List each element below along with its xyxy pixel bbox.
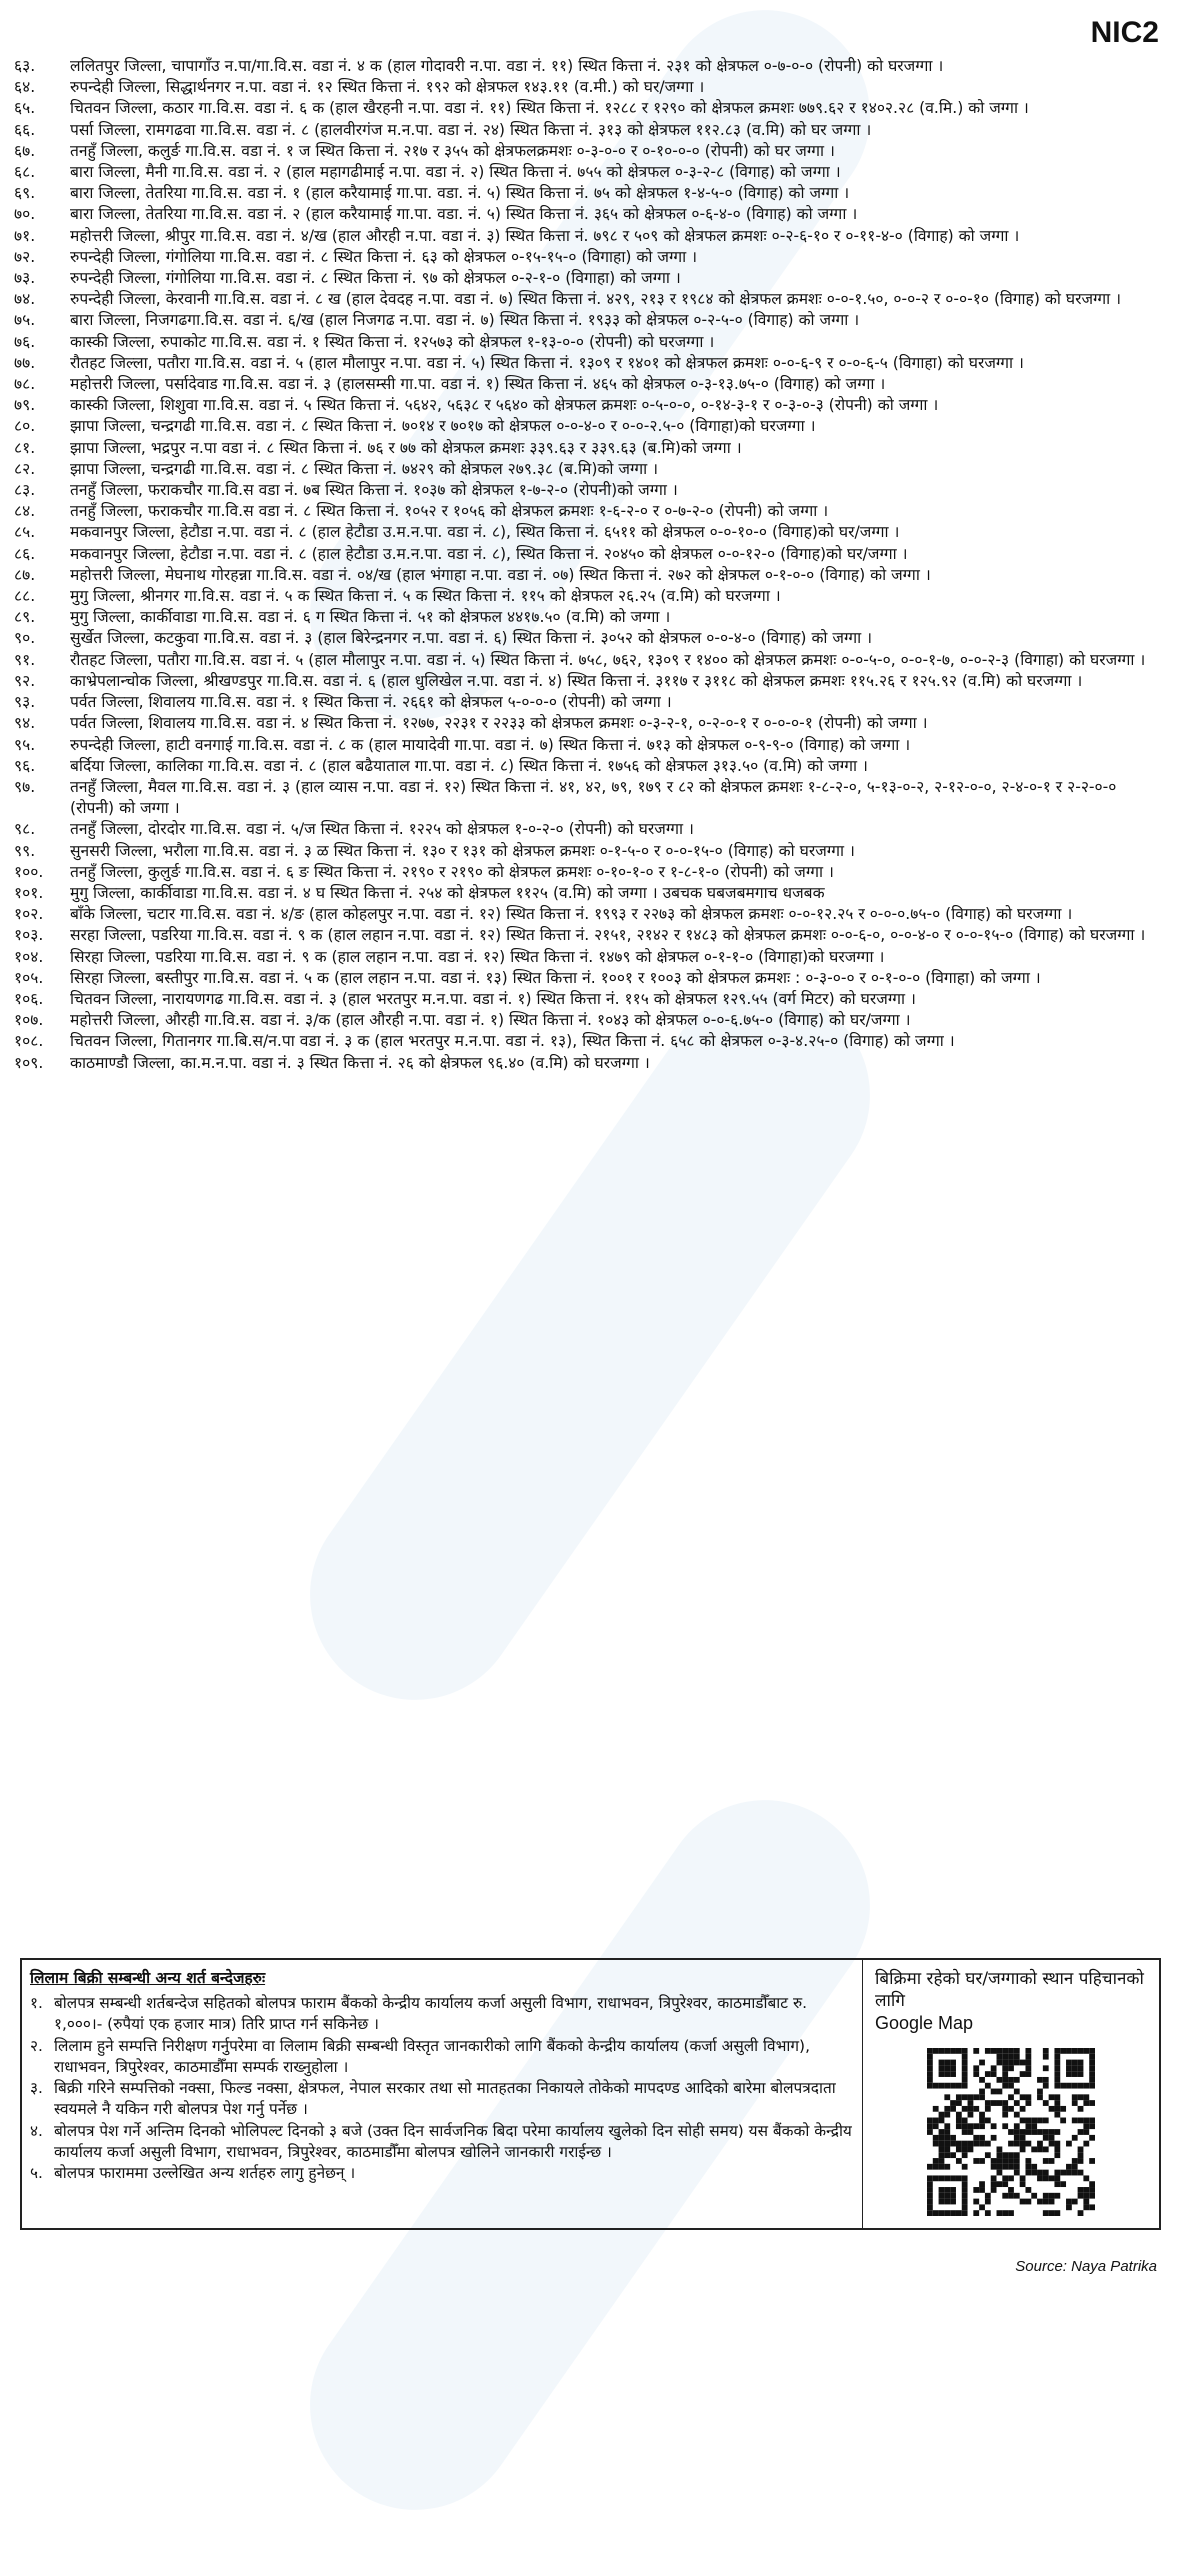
term-item (30, 2036, 854, 2079)
terms-section (22, 1960, 863, 2228)
listing-text: तनहुँ जिल्ला, कुलुर्ङ गा.वि.स. वडा नं. ६ ङ स्थित कित्ता नं. २१९० र २१९० को क्षेत्रफल क्रमशः ०-१०-१-० र १-८-१-० (रोपनी) को जग्गा । (70, 862, 834, 881)
listing-item (14, 841, 1164, 862)
listing-item (14, 247, 1164, 268)
listing-text: मुगु जिल्ला, कार्कीवाडा गा.वि.स. वडा नं. ६ ग स्थित कित्ता नं. ५१ को क्षेत्रफल ४४१७.५० (व.मि) को जग्गा । (70, 608, 671, 627)
listing-text: बारा जिल्ला, मैनी गा.वि.स. वडा नं. २ (हाल महागढीमाई न.पा. वडा नं. २) स्थित कित्ता नं. ७५५ को क्षेत्रफल ०-३-२-८ (विगाह) को जग्गा । (70, 163, 841, 182)
listing-number: ८५. (14, 523, 36, 542)
qr-code-icon[interactable] (927, 2048, 1095, 2216)
listing-text: बारा जिल्ला, तेतरिया गा.वि.स. वडा नं. १ (हाल करैयामाई गा.पा. वडा. नं. ५) स्थित कित्ता नं. ७५ को क्षेत्रफल १-४-५-० (विगाह) को जग्गा । (70, 184, 850, 203)
listing-number: ७७. (14, 353, 36, 372)
listing-number: ९०. (14, 629, 36, 648)
listing-text: रौतहट जिल्ला, पतौरा गा.वि.स. वडा नं. ५ (हाल मौलापुर न.पा. वडा नं. ५) स्थित कित्ता नं. १३०९ र १४०१ को क्षेत्रफल क्रमशः ०-०-६-९ र ०-०-६-५ (विगाहा) को घरजग्गा । (70, 353, 1024, 372)
map-caption-google: Google Map (875, 2013, 974, 2033)
listing-text: मकवानपुर जिल्ला, हेटौडा न.पा. वडा नं. ८ (हाल हेटौडा उ.म.न.पा. वडा नं. ८), स्थित कित्ता नं. २०४५० को क्षेत्रफल ०-०-१२-० (विगाह)को घर/जग्गा । (70, 544, 908, 563)
listing-number: १०९. (14, 1053, 44, 1072)
listing-number: ९३. (14, 693, 36, 712)
listing-item (14, 735, 1164, 756)
listing-item (14, 1053, 1164, 1074)
listing-item (14, 226, 1164, 247)
listing-item (14, 501, 1164, 522)
listing-number: ६४. (14, 78, 36, 97)
listing-item (14, 628, 1164, 649)
listing-item (14, 544, 1164, 565)
listing-item (14, 374, 1164, 395)
listing-number: ८८. (14, 587, 36, 606)
listing-item (14, 968, 1164, 989)
listing-item (14, 925, 1164, 946)
listing-item (14, 586, 1164, 607)
listing-text: पर्वत जिल्ला, शिवालय गा.वि.स. वडा नं. १ स्थित कित्ता नं. २६६१ को क्षेत्रफल ५-०-०-० (रोपनी) को जग्गा । (70, 693, 672, 712)
listing-text: महोत्तरी जिल्ला, श्रीपुर गा.वि.स. वडा नं. ४/ख (हाल औरही न.पा. वडा नं. ३) स्थित कित्ता नं. ७९८ र ५०९ को क्षेत्रफल क्रमशः ०-२-६-१० र ०-११-४-० (विगाह) को जग्गा । (70, 226, 1020, 245)
listing-number: ६३. (14, 57, 36, 75)
listing-text: बर्दिया जिल्ला, कालिका गा.वि.स. वडा नं. ८ (हाल बढैयाताल गा.पा. वडा नं. ८) स्थित कित्ता नं. १७५६ को क्षेत्रफल ३१३.५० (व.मि) को जग्गा । (70, 756, 868, 775)
listing-item (14, 777, 1164, 819)
listing-text: चितवन जिल्ला, कठार गा.वि.स. वडा नं. ६ क (हाल खैरहनी न.पा. वडा नं. ११) स्थित कित्ता नं. १२८८ र १२९० को क्षेत्रफल क्रमशः ७७९.६२ र १४०२.२८ (व.मि.) को जग्गा । (70, 99, 1029, 118)
listing-item (14, 204, 1164, 225)
listing-number: ८४. (14, 502, 36, 521)
term-item (30, 2078, 854, 2121)
listing-item (14, 289, 1164, 310)
listing-number: १०४. (14, 947, 44, 966)
listing-number: ८१. (14, 438, 36, 457)
listing-item (14, 353, 1164, 374)
listing-text: मकवानपुर जिल्ला, हेटौडा न.पा. वडा नं. ८ (हाल हेटौडा उ.म.न.पा. वडा नं. ८), स्थित कित्ता नं. ६५११ को क्षेत्रफल ०-०-१०-० (विगाह)को घर/जग्गा । (70, 523, 900, 542)
listing-number: ९८. (14, 820, 36, 839)
listing-number: ९१. (14, 650, 36, 669)
listing-number: ८९. (14, 608, 36, 627)
listing-number: १००. (14, 862, 44, 881)
listing-number: ८७. (14, 565, 36, 584)
listing-item (14, 713, 1164, 734)
listing-text: महोत्तरी जिल्ला, मेघनाथ गोरहन्ना गा.वि.स. वडा नं. ०४/ख (हाल भंगाहा न.पा. वडा नं. ०७) स्थित कित्ता नं. २७२ को क्षेत्रफल ०-१-०-० (विगाह) को जग्गा । (70, 565, 931, 584)
term-number: ३. (30, 2079, 43, 2098)
property-list (14, 56, 1164, 1074)
listing-number: ७३. (14, 269, 36, 288)
listing-number: ६८. (14, 163, 36, 182)
listing-text: रुपन्देही जिल्ला, गंगोलिया गा.वि.स. वडा नं. ८ स्थित कित्ता नं. ६३ को क्षेत्रफल ०-१५-१५-० (विगाहा) को जग्गा । (70, 247, 698, 266)
listing-number: ७४. (14, 290, 36, 309)
listing-text: बारा जिल्ला, निजगढगा.वि.स. वडा नं. ६/ख (हाल निजगढ न.पा. वडा नं. ७) स्थित कित्ता नं. १९३३ को क्षेत्रफल ०-२-५-० (विगाह) को जग्गा । (70, 311, 860, 330)
listing-number: ८२. (14, 459, 36, 478)
listing-number: १०५. (14, 968, 44, 987)
listing-item (14, 438, 1164, 459)
listing-text: झापा जिल्ला, चन्द्रगढी गा.वि.स. वडा नं. ८ स्थित कित्ता नं. ७०१४ र ७०१७ को क्षेत्रफल ०-०-४-० र ०-०-२.५-० (विगाहा)को घरजग्गा । (70, 417, 816, 436)
term-text: बोलपत्र फाराममा उल्लेखित अन्य शर्तहरु लागु हुनेछन् । (54, 2164, 356, 2183)
page-code: NIC2 (1090, 16, 1159, 49)
listing-item (14, 98, 1164, 119)
listing-number: ६७. (14, 141, 36, 160)
listing-text: मुगु जिल्ला, श्रीनगर गा.वि.स. वडा नं. ५ क स्थित कित्ता नं. ५ क स्थित कित्ता नं. ११५ को क्षेत्रफल २६.२५ (व.मि) को घरजग्गा । (70, 587, 781, 606)
listing-item (14, 862, 1164, 883)
terms-list (30, 1993, 854, 2185)
listing-text: रौतहट जिल्ला, पतौरा गा.वि.स. वडा नं. ५ (हाल मौलापुर न.पा. वडा नं. ५) स्थित कित्ता नं. ७५८, ७६२, १३०९ र १४०० को क्षेत्रफल क्रमशः ०-०-५-०, ०-०-१-७, ०-०-२-३ (विगाहा) को घरजग्गा । (70, 650, 1146, 669)
listing-number: ८३. (14, 481, 36, 500)
listing-text: चितवन जिल्ला, गितानगर गा.बि.स/न.पा वडा नं. ३ क (हाल भरतपुर म.न.पा. वडा नं. १३), स्थित कित्ता नं. ६५८ को क्षेत्रफल ०-३-४.२५-० (विगाह) को जग्गा । (70, 1032, 955, 1051)
listing-text: तनहुँ जिल्ला, फराकचौर गा.वि.स वडा नं. ८ स्थित कित्ता नं. १०५२ र १०५६ को क्षेत्रफल क्रमशः १-६-२-० र ०-७-२-० (रोपनी) को जग्गा । (70, 502, 829, 521)
listing-item (14, 819, 1164, 840)
term-text: बोलपत्र पेश गर्ने अन्तिम दिनको भोलिपल्ट दिनको ३ बजे (उक्त दिन सार्वजनिक बिदा परेमा कार्यालय खुलेको दिन सोही समय) यस बैंकको केन्द्रीय कार्यालय कर्जा असुली विभाग, राधाभवन, त्रिपुरेश्वर, काठमाडौँमा बोलपत्र खोलिने जानकारी गराईन्छ । (54, 2121, 852, 2162)
listing-text: चितवन जिल्ला, नारायणगढ गा.वि.स. वडा नं. ३ (हाल भरतपुर म.न.पा. वडा नं. १) स्थित कित्ता नं. ११५ को क्षेत्रफल १२९.५५ (वर्ग मिटर) को घरजग्गा । (70, 989, 916, 1008)
listing-number: ७०. (14, 205, 36, 224)
listing-text: रुपन्देही जिल्ला, हाटी वनगाई गा.वि.स. वडा नं. ८ क (हाल मायादेवी गा.पा. वडा नं. ७) स्थित कित्ता नं. ७१३ को क्षेत्रफल ०-९-९-० (विगाह) को जग्गा । (70, 735, 911, 754)
listing-text: सिरहा जिल्ला, पडरिया गा.वि.स. वडा नं. ९ क (हाल लहान न.पा. वडा नं. १२) स्थित कित्ता नं. १४७९ को क्षेत्रफल ०-१-१-० (विगाहा)को घरजग्गा । (70, 947, 885, 966)
listing-text: मुगु जिल्ला, कार्कीवाडा गा.वि.स. वडा नं. ४ घ स्थित कित्ता नं. २५४ को क्षेत्रफल ११२५ (व.मि) को जग्गा । उबचक घबजबमगाच धजबक (70, 883, 825, 902)
terms-box (20, 1958, 1161, 2230)
listing-item (14, 395, 1164, 416)
term-item (30, 1993, 854, 2036)
listing-number: ७६. (14, 332, 36, 351)
listing-item (14, 310, 1164, 331)
listing-text: काभ्रेपलान्चोक जिल्ला, श्रीखण्डपुर गा.वि.स. वडा नं. ६ (हाल धुलिखेल न.पा. वडा नं. ४) स्थित कित्ता नं. ३११७ र ३११८ को क्षेत्रफल क्रमशः ११५.२६ र १२५.९२ (व.मि) को घरजग्गा । (70, 671, 1083, 690)
map-caption: बिक्रिमा रहेको घर/जग्गाको स्थान पहिचानको लागि (875, 1969, 1144, 2011)
listing-text: तनहुँ जिल्ला, फराकचौर गा.वि.स वडा नं. ७ब स्थित कित्ता नं. १०३७ को क्षेत्रफल १-७-२-० (रोपनी)को जग्गा । (70, 481, 678, 500)
listing-number: ९२. (14, 671, 36, 690)
listing-text: झापा जिल्ला, चन्द्रगढी गा.वि.स. वडा नं. ८ स्थित कित्ता नं. ७४२९ को क्षेत्रफल २७९.३८ (ब.मि)को जग्गा । (70, 459, 659, 478)
listing-text: महोत्तरी जिल्ला, पर्सादेवाड गा.वि.स. वडा नं. ३ (हालसम्सी गा.पा. वडा नं. १) स्थित कित्ता नं. ४६५ को क्षेत्रफल ०-३-१३.७५-० (विगाह) को जग्गा । (70, 375, 886, 394)
listing-number: १०६. (14, 989, 44, 1008)
listing-item (14, 565, 1164, 586)
listing-item (14, 416, 1164, 437)
map-section (863, 1960, 1159, 2228)
listing-number: ७१. (14, 226, 36, 245)
term-number: १. (30, 1994, 43, 2012)
listing-number: ७५. (14, 311, 36, 330)
listing-item (14, 650, 1164, 671)
listing-number: ७८. (14, 375, 36, 394)
listing-item (14, 77, 1164, 98)
listing-text: सुनसरी जिल्ला, भरौला गा.वि.स. वडा नं. ३ ळ स्थित कित्ता नं. १३० र १३१ को क्षेत्रफल क्रमशः ०-१-५-० र ०-०-१५-० (विगाह) को घरजग्गा । (70, 841, 855, 860)
listing-item (14, 947, 1164, 968)
listing-number: ८०. (14, 417, 36, 436)
listing-item (14, 692, 1164, 713)
listing-number: ७२. (14, 247, 36, 266)
listing-item (14, 183, 1164, 204)
listing-text: महोत्तरी जिल्ला, औरही गा.वि.स. वडा नं. ३/क (हाल औरही न.पा. वडा नं. १) स्थित कित्ता नं. १०४३ को क्षेत्रफल ०-०-६.७५-० (विगाह) को घर/जग्गा । (70, 1011, 911, 1030)
listing-item (14, 162, 1164, 183)
listing-text: काठमाण्डौ जिल्ला, का.म.न.पा. वडा नं. ३ स्थित कित्ता नं. २६ को क्षेत्रफल ९६.४० (व.मि) को घरजग्गा । (70, 1053, 650, 1072)
term-number: ५. (30, 2164, 43, 2183)
listing-text: कास्की जिल्ला, रुपाकोट गा.वि.स. वडा नं. १ स्थित कित्ता नं. १२५७३ को क्षेत्रफल १-१३-०-० (रोपनी) को घरजग्गा । (70, 332, 715, 351)
listing-item (14, 56, 1164, 77)
listing-text: तनहुँ जिल्ला, कलुर्ङ गा.वि.स. वडा नं. १ ज स्थित कित्ता नं. २१७ र ३५५ को क्षेत्रफलक्रमशः ०-३-०-० र ०-१०-०-० (रोपनी) को घर जग्गा । (70, 141, 835, 160)
listing-text: सुर्खेत जिल्ला, कटकुवा गा.वि.स. वडा नं. ३ (हाल बिरेन्द्रनगर न.पा. वडा नं. ६) स्थित कित्ता नं. ३०५२ को क्षेत्रफल ०-०-४-० (विगाह) को जग्गा । (70, 629, 873, 648)
term-item (30, 2121, 854, 2164)
listing-text: बाँके जिल्ला, चटार गा.वि.स. वडा नं. ४/ङ (हाल कोहलपुर न.पा. वडा नं. १२) स्थित कित्ता नं. १९९३ र २२७३ को क्षेत्रफल क्रमशः ०-०-१२.२५ र ०-०-०.७५-० (विगाह) को घरजग्गा । (70, 905, 1073, 924)
listing-text: बारा जिल्ला, तेतरिया गा.वि.स. वडा नं. २ (हाल करैयामाई गा.पा. वडा. नं. ५) स्थित कित्ता नं. ३६५ को क्षेत्रफल ०-६-४-० (विगाह) को जग्गा । (70, 205, 858, 224)
listing-item (14, 671, 1164, 692)
listing-number: ९७. (14, 777, 36, 796)
listing-number: ८६. (14, 544, 36, 563)
listing-number: ९४. (14, 714, 36, 733)
listing-number: १०८. (14, 1032, 44, 1051)
listing-text: पर्सा जिल्ला, रामगढवा गा.वि.स. वडा नं. ८ (हालवीरगंज म.न.पा. वडा नं. २४) स्थित कित्ता नं. ३१३ को क्षेत्रफल ११२.८३ (व.मि) को घर जग्गा । (70, 120, 872, 139)
listing-item (14, 607, 1164, 628)
listing-number: ९५. (14, 735, 36, 754)
listing-text: रुपन्देही जिल्ला, सिद्धार्थनगर न.पा. वडा नं. १२ स्थित कित्ता नं. १९२ को क्षेत्रफल १४३.११ (व.मी.) को घर/जग्गा । (70, 78, 705, 97)
term-text: बिक्री गरिने सम्पत्तिको नक्सा, फिल्ड नक्सा, क्षेत्रफल, नेपाल सरकार तथा सो मातहतका निकायले तोकेको मापदण्ड आदिको बारेमा बोलपत्रदाता स्वयमले नै यकिन गरी बोलपत्र पेश गर्नु पर्नेछ । (54, 2079, 836, 2119)
listing-text: कास्की जिल्ला, शिशुवा गा.वि.स. वडा नं. ५ स्थित कित्ता नं. ५६४२, ५६३८ र ५६४० को क्षेत्रफल क्रमशः ०-५-०-०, ०-१४-३-१ र ०-३-०-३ (रोपनी) को जग्गा । (70, 396, 939, 415)
listing-number: १०२. (14, 905, 44, 924)
listing-text: तनहुँ जिल्ला, मैवल गा.वि.स. वडा नं. ३ (हाल व्यास न.पा. वडा नं. १२) स्थित कित्ता नं. ४१, ४२, ७९, १७९ र ८२ को क्षेत्रफल क्रमशः १-८-२-०, ५-१३-०-२, २-१२-०-०, २-४-०-१ र २-२-०-० (रोपनी) को जग्गा । (70, 777, 1117, 818)
listing-text: पर्वत जिल्ला, शिवालय गा.वि.स. वडा नं. ४ स्थित कित्ता नं. १२७७, २२३१ र २२३३ को क्षेत्रफल क्रमशः ०-३-२-१, ०-२-०-१ र ०-०-०-१ (रोपनी) को जग्गा । (70, 714, 928, 733)
listing-text: ललितपुर जिल्ला, चापागाँउ न.पा/गा.वि.स. वडा नं. ४ क (हाल गोदावरी न.पा. वडा नं. ११) स्थित कित्ता नं. २३१ को क्षेत्रफल ०-७-०-० (रोपनी) को घरजग्गा । (70, 57, 944, 75)
listing-text: झापा जिल्ला, भद्रपुर न.पा वडा नं. ८ स्थित कित्ता नं. ७६ र ७७ को क्षेत्रफल क्रमशः ३३९.६३ र ३३९.६३ (ब.मि)को जग्गा । (70, 438, 742, 457)
term-item (30, 2163, 854, 2184)
listing-item (14, 459, 1164, 480)
listing-number: १०३. (14, 926, 44, 945)
listing-item (14, 141, 1164, 162)
term-text: लिलाम हुने सम्पत्ति निरीक्षण गर्नुपरेमा वा लिलाम बिक्री सम्बन्धी विस्तृत जानकारीको लागि बैंकको केन्द्रीय कार्यालय (कर्जा असुली विभाग), राधाभवन, त्रिपुरेश्वर, काठमाडौँमा सम्पर्क राख्नुहोला । (54, 2036, 810, 2076)
listing-number: ६९. (14, 184, 36, 203)
listing-text: सरहा जिल्ला, पडरिया गा.वि.स. वडा नं. ९ क (हाल लहान न.पा. वडा नं. १२) स्थित कित्ता नं. २१५१, २१४२ र १४८३ को क्षेत्रफल क्रमशः ०-०-६-०, ०-०-४-० र ०-०-१५-० (विगाह) को घरजग्गा । (70, 926, 1146, 945)
listing-item (14, 268, 1164, 289)
listing-number: १०१. (14, 883, 44, 902)
term-number: ४. (30, 2121, 43, 2140)
listing-number: ६५. (14, 99, 36, 118)
listing-text: सिरहा जिल्ला, बस्तीपुर गा.वि.स. वडा नं. ५ क (हाल लहान न.पा. वडा नं. १३) स्थित कित्ता नं. १००१ र १००३ को क्षेत्रफल क्रमशः : ०-३-०-० र ०-१-०-० (विगाहा) को जग्गा । (70, 968, 1041, 987)
listing-item (14, 120, 1164, 141)
listing-number: ९९. (14, 841, 36, 860)
listing-number: ९६. (14, 756, 36, 775)
listing-text: रुपन्देही जिल्ला, केरवानी गा.वि.स. वडा नं. ८ ख (हाल देवदह न.पा. वडा नं. ७) स्थित कित्ता नं. ४२९, २१३ र १९८४ को क्षेत्रफल क्रमशः ०-०-१.५०, ०-०-२ र ०-०-१० (विगाह) को घरजग्गा । (70, 290, 1122, 309)
listing-item (14, 1010, 1164, 1031)
listing-item (14, 480, 1164, 501)
terms-title: लिलाम बिक्री सम्बन्धी अन्य शर्त बन्देजहरुः (30, 1969, 266, 1987)
listing-item (14, 332, 1164, 353)
listing-item (14, 1031, 1164, 1052)
listing-item (14, 904, 1164, 925)
listing-item (14, 989, 1164, 1010)
listing-number: ६६. (14, 120, 36, 139)
listing-number: ७९. (14, 396, 36, 415)
term-number: २. (30, 2036, 43, 2055)
listing-item (14, 522, 1164, 543)
source-credit: Source: Naya Patrika (1015, 2258, 1157, 2275)
listing-number: १०७. (14, 1011, 44, 1030)
term-text: बोलपत्र सम्बन्धी शर्तबन्देज सहितको बोलपत्र फाराम बैंकको केन्द्रीय कार्यालय कर्जा असुली विभाग, राधाभवन, त्रिपुरेश्वर, काठमाडौँबाट रु. १,०००।- (रुपैयां एक हजार मात्र) तिरि प्राप्त गर्न सकिनेछ । (54, 1994, 808, 2034)
listing-item (14, 756, 1164, 777)
listing-text: तनहुँ जिल्ला, दोरदोर गा.वि.स. वडा नं. ५/ज स्थित कित्ता नं. १२२५ को क्षेत्रफल १-०-२-० (रोपनी) को घरजग्गा । (70, 820, 694, 839)
listing-item (14, 883, 1164, 904)
listing-text: रुपन्देही जिल्ला, गंगोलिया गा.वि.स. वडा नं. ८ स्थित कित्ता नं. ९७ को क्षेत्रफल ०-२-१-० (विगाहा) को जग्गा । (70, 269, 681, 288)
